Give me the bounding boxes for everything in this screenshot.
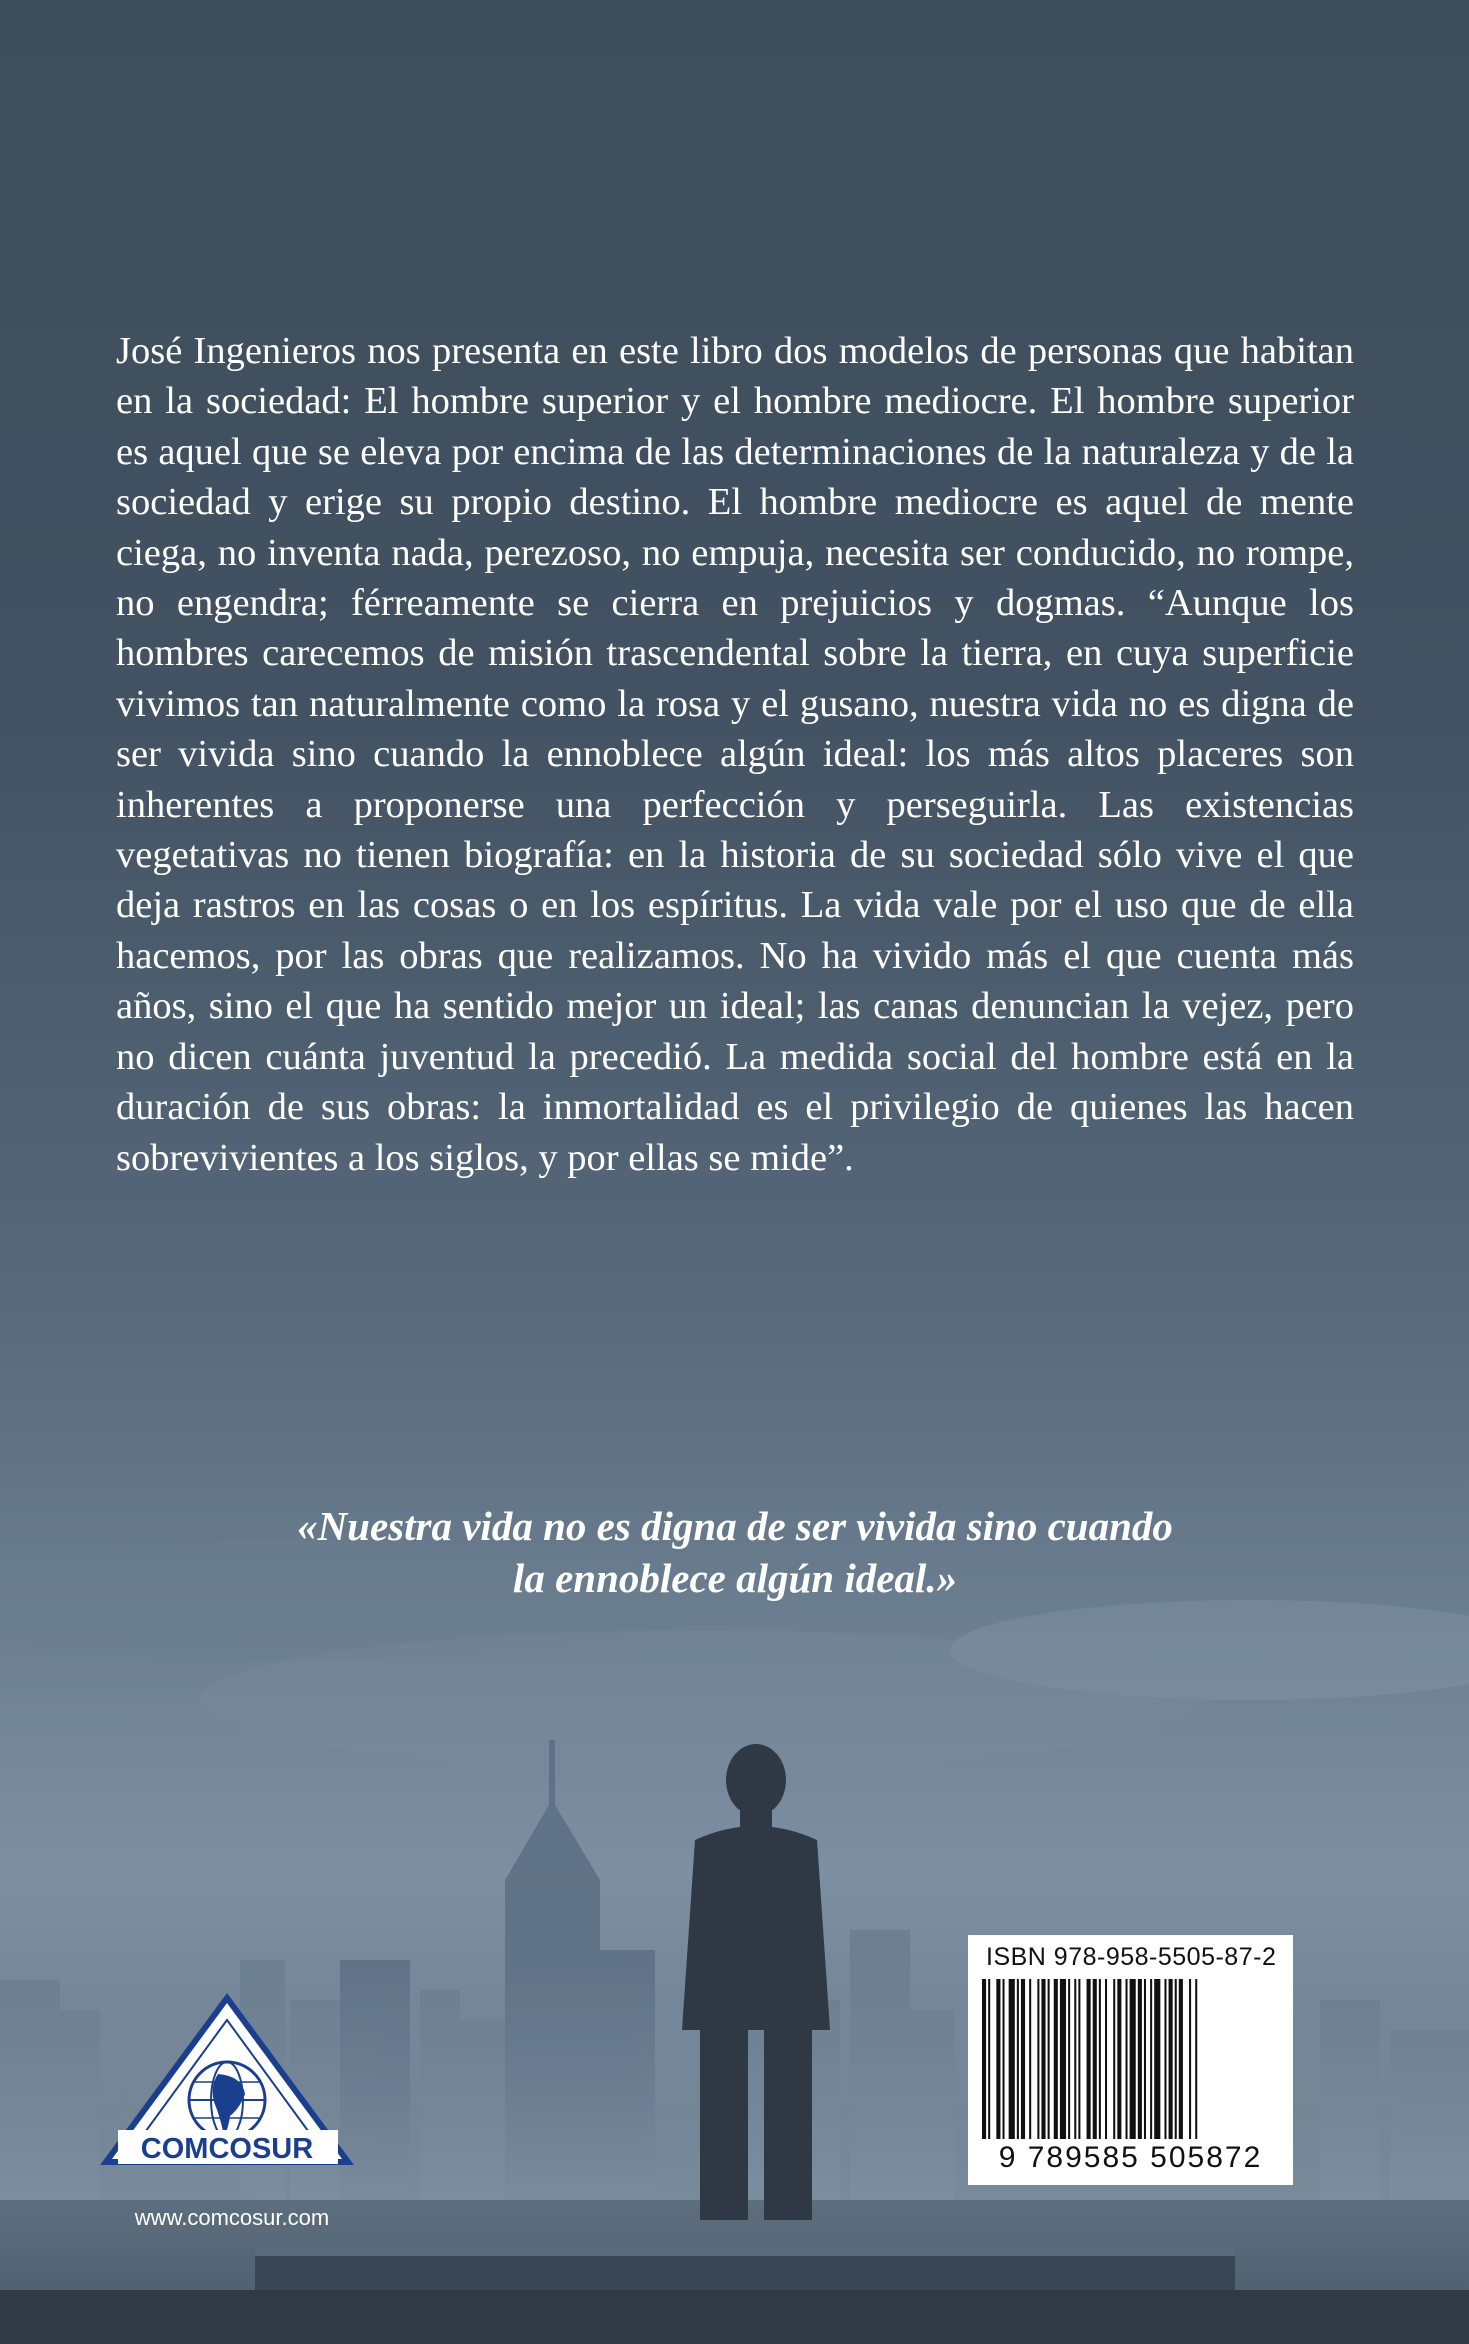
barcode-bars bbox=[978, 1979, 1283, 2141]
quote-line-2: la ennoblece algún ideal.» bbox=[512, 1555, 958, 1601]
publisher-website: www.comcosur.com bbox=[134, 2205, 330, 2230]
quote-line-1: «Nuestra vida no es digna de ser vivida sino cuando bbox=[297, 1503, 1173, 1549]
publisher-name: COMCOSUR bbox=[140, 2133, 314, 2165]
isbn-label: ISBN 978-958-5505-87-2 bbox=[986, 1943, 1277, 1971]
highlight-quote bbox=[160, 1500, 1310, 1604]
back-cover-blurb: José Ingenieros nos presenta en este libro dos modelos de personas que habitan en la sociedad: El hombre superior y el hombre mediocre. El hombre superior es aquel que se eleva por encima de las determinaciones de la naturaleza y de la sociedad y erige su propio destino. El hombre mediocre es aquel de mente ciega, no inventa nada, perezoso, no empuja, necesita ser conducido, no rompe, no engendra; férreamente se cierra en prejuicios y dogmas. “Aunque los hombres carecemos de misión trascendental sobre la tierra, en cuya superficie vivimos tan naturalmente como la rosa y el gusano, nuestra vida no es digna de ser vivida sino cuando la ennoblece algún ideal: los más altos placeres son inherentes a proponerse una perfección y perseguirla. Las existencias vegetativas no tienen biografía: en la historia de su sociedad sólo vive el que deja rastros en las cosas o en los espíritus. La vida vale por el uso que de ella hacemos, por las obras que realizamos. No ha vivido más el que cuenta más años, sino el que ha sentido mejor un ideal; las canas denuncian la vejez, pero no dicen cuánta juventud la precedió. La medida social del hombre está en la duración de sus obras: la inmortalidad es el privilegio de quienes las hacen sobrevivientes a los siglos, y por ellas se mide”. bbox=[116, 330, 1354, 1179]
comcosur-logo bbox=[100, 1990, 355, 2170]
isbn-barcode bbox=[968, 1935, 1293, 2185]
barcode-digits: 9 789585 505872 bbox=[998, 2141, 1263, 2174]
